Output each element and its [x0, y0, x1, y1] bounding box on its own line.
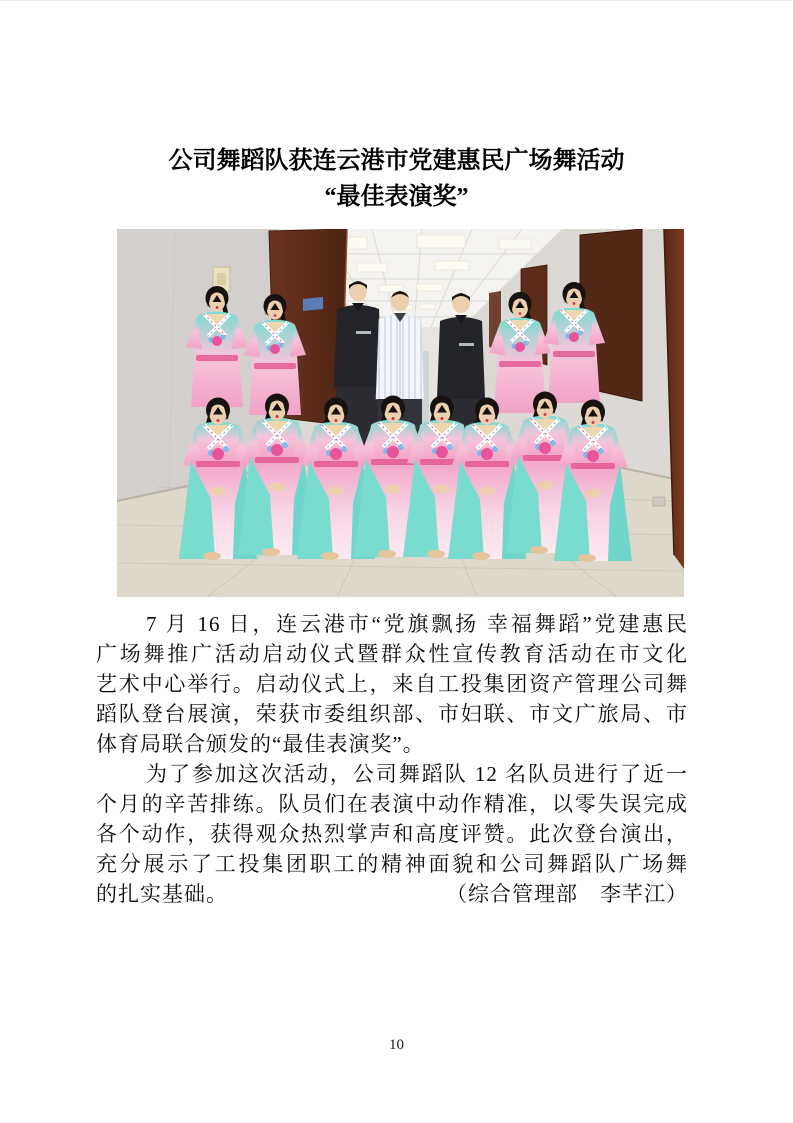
paragraph-1-line-4: 蹈队登台展演，荣获市委组织部、市妇联、市文广旅局、市	[96, 702, 688, 726]
group-photo-illustration	[117, 229, 684, 597]
byline: （综合管理部 李芊江）	[446, 882, 688, 906]
group-photo	[117, 229, 684, 597]
page-title	[0, 143, 793, 215]
paragraph-1-line-1: 7 月 16 日，连云港市“党旗飘扬 幸福舞蹈”党建惠民	[146, 612, 688, 636]
title-line-1: 公司舞蹈队获连云港市党建惠民广场舞活动	[168, 148, 625, 174]
signature-line	[96, 879, 688, 909]
paragraph-1-line-2: 广场舞推广活动启动仪式暨群众性宣传教育活动在市文化	[96, 642, 688, 666]
title-line-2: “最佳表演奖”	[324, 184, 469, 210]
paragraph-2-line-1: 为了参加这次活动，公司舞蹈队 12 名队员进行了近一	[146, 762, 688, 786]
page-number: 10	[389, 1037, 404, 1053]
paragraph-2-line-5: 的扎实基础。	[96, 882, 228, 906]
paragraph-2-line-3: 各个动作，获得观众热烈掌声和高度评赞。此次登台演出，	[96, 822, 688, 846]
article-body	[96, 609, 688, 909]
paragraph-2-line-4: 充分展示了工投集团职工的精神面貌和公司舞蹈队广场舞	[96, 852, 688, 876]
paragraph-1-line-3: 艺术中心举行。启动仪式上，来自工投集团资产管理公司舞	[96, 672, 688, 696]
paragraph-1-line-5: 体育局联合颁发的“最佳表演奖”。	[96, 732, 425, 756]
paragraph-2-line-2: 个月的辛苦排练。队员们在表演中动作精准，以零失误完成	[96, 792, 688, 816]
